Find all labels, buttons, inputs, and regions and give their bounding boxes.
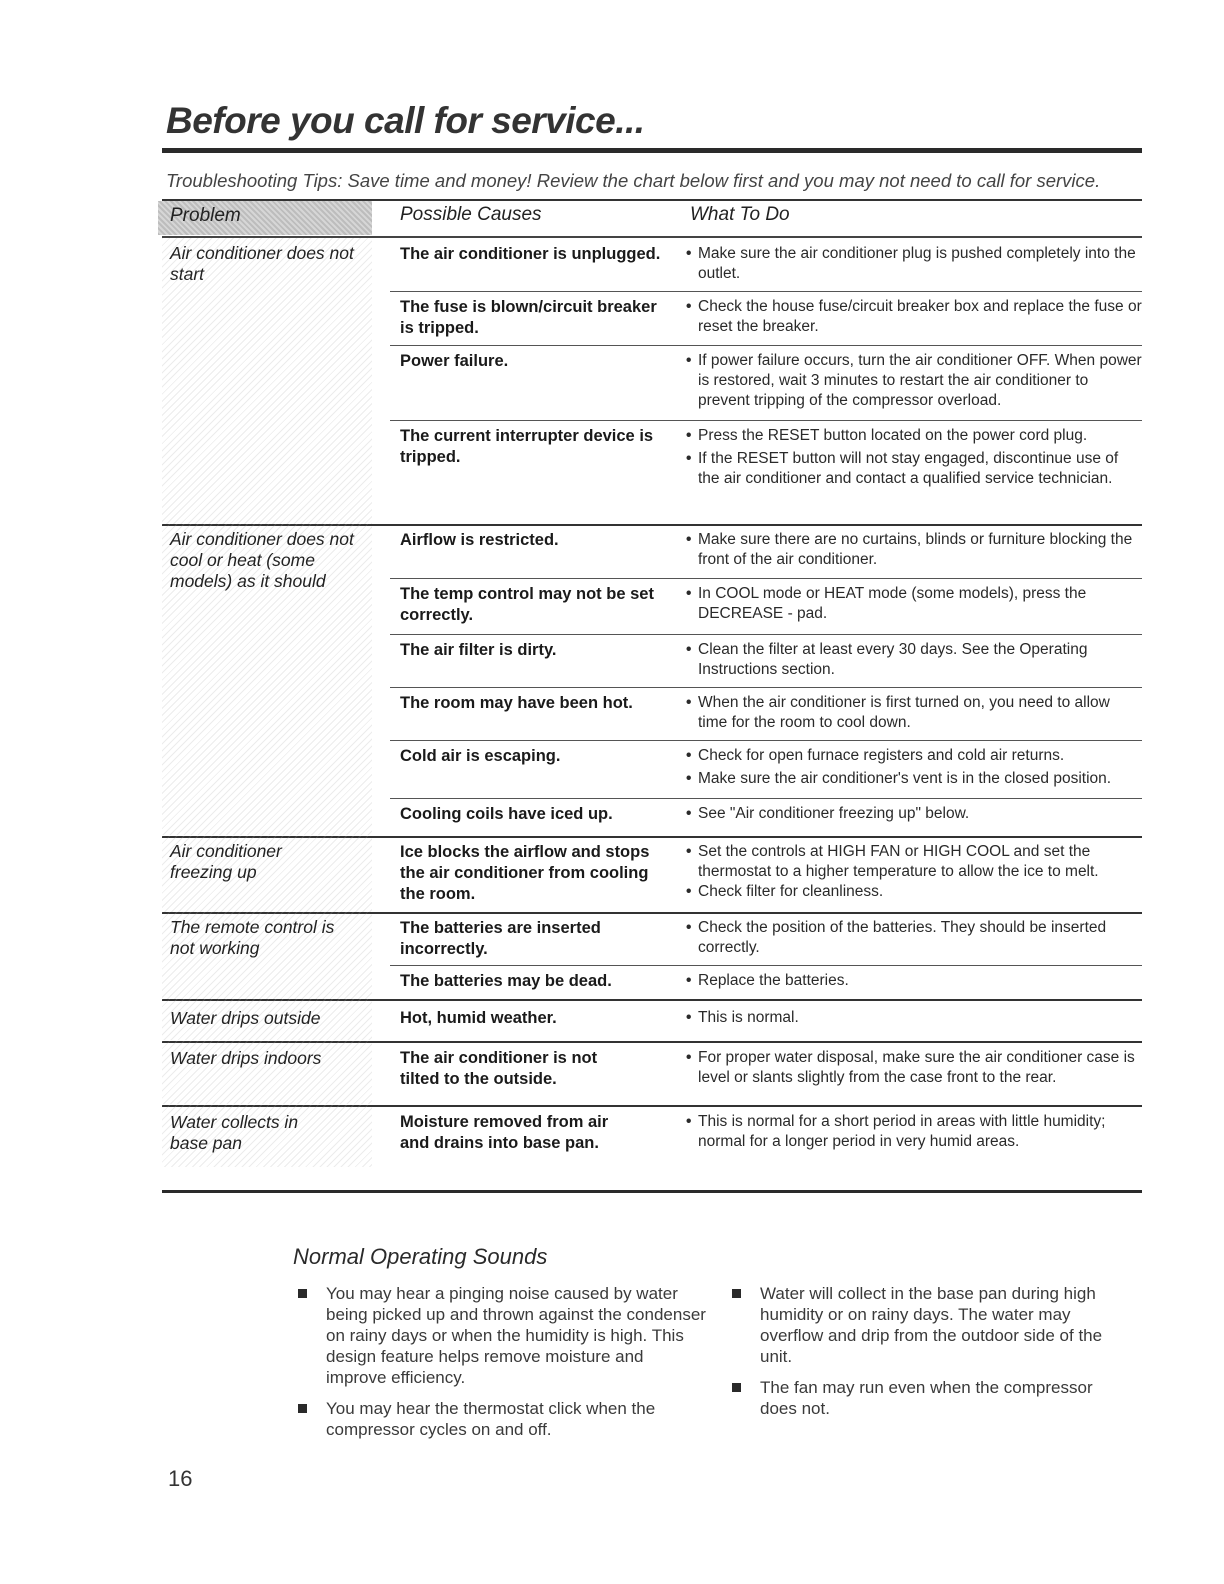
- trouble-group: [162, 524, 1142, 835]
- what-to-do: • Replace the batteries.: [686, 971, 1142, 994]
- cause-text: The batteries may be dead.: [400, 972, 612, 990]
- list-item: You may hear the thermostat click when the compressor cycles on and off.: [296, 1398, 706, 1440]
- what-to-do: • Press the RESET button located on the power cord plug. • If the RESET button will not stay engaged, discontinue use of the air conditioner and contact a qualified service technician.: [686, 426, 1142, 492]
- cause-row: [390, 524, 1142, 578]
- problem-cell: [162, 1105, 372, 1167]
- cause-row: [390, 740, 1142, 798]
- what-to-do: • Check the house fuse/circuit breaker box and replace the fuse or reset the breaker.: [686, 297, 1142, 340]
- trouble-group: [162, 1041, 1142, 1104]
- trouble-group: [162, 999, 1142, 1040]
- page-number: 16: [168, 1466, 193, 1491]
- sounds-right-column: [730, 1283, 1130, 1429]
- header-possible-causes: Possible Causes: [400, 204, 542, 225]
- what-to-do: • For proper water disposal, make sure the air conditioner case is level or slants slightly from the case front to the rear.: [686, 1048, 1142, 1091]
- problem-text: The remote control is not working: [170, 917, 335, 958]
- cause-row: [390, 687, 1142, 740]
- cause-text: The air conditioner is unplugged.: [400, 245, 661, 263]
- problem-cell: [162, 524, 372, 835]
- cause-row: [390, 238, 1142, 291]
- problem-text: Water drips indoors: [170, 1048, 322, 1068]
- what-to-do: • Set the controls at HIGH FAN or HIGH COOL and set the thermostat to a higher temperature to allow the ice to melt. • Check filter for cleanliness.: [686, 842, 1142, 905]
- header-problem: Problem: [158, 201, 372, 235]
- cause-text: The room may have been hot.: [400, 694, 633, 712]
- bullet-square-icon: [298, 1404, 307, 1413]
- troubleshooting-tips: Troubleshooting Tips: Save time and money! Review the chart below first and you may not need to call for service.: [166, 170, 1101, 191]
- what-to-do: • See "Air conditioner freezing up" below.: [686, 804, 1142, 827]
- cause-text: The fuse is blown/circuit breaker is tripped.: [400, 298, 657, 337]
- trouble-group: [162, 836, 1142, 912]
- what-to-do: • This is normal for a short period in areas with little humidity; normal for a longer period in very humid areas.: [686, 1112, 1142, 1155]
- cause-text: Ice blocks the airflow and stops the air conditioner from cooling the room.: [400, 843, 650, 903]
- cause-text: The batteries are inserted incorrectly.: [400, 919, 601, 958]
- what-to-do: • Make sure there are no curtains, blinds or furniture blocking the front of the air conditioner.: [686, 530, 1142, 573]
- what-to-do: • If power failure occurs, turn the air conditioner OFF. When power is restored, wait 3 minutes to restart the air conditioner to prevent tripping of the compressor overload.: [686, 351, 1142, 414]
- what-to-do: • In COOL mode or HEAT mode (some models), press the DECREASE - pad.: [686, 584, 1142, 627]
- what-to-do: • Make sure the air conditioner plug is pushed completely into the outlet.: [686, 244, 1142, 287]
- cause-row: [390, 912, 1142, 965]
- what-to-do: • Clean the filter at least every 30 days. See the Operating Instructions section.: [686, 640, 1142, 683]
- problem-text: Water collects in base pan: [170, 1112, 299, 1153]
- row-divider: [390, 345, 1142, 346]
- cause-text: Cooling coils have iced up.: [400, 805, 613, 823]
- cause-text: The air filter is dirty.: [400, 641, 557, 659]
- cause-text: Power failure.: [400, 352, 509, 370]
- what-to-do: • Check the position of the batteries. They should be inserted correctly.: [686, 918, 1142, 961]
- trouble-group: [162, 1105, 1142, 1167]
- row-divider: [390, 687, 1142, 688]
- cause-text: Airflow is restricted.: [400, 531, 559, 549]
- problem-text: Water drips outside: [170, 1008, 321, 1028]
- cause-row: [390, 291, 1142, 346]
- row-divider: [390, 740, 1142, 741]
- table-bottom-rule: [162, 1190, 1142, 1193]
- row-divider: [390, 291, 1142, 292]
- header-what-to-do: What To Do: [690, 204, 790, 225]
- cause-row: [390, 798, 1142, 835]
- row-divider: [390, 578, 1142, 579]
- page-title: Before you call for service...: [166, 100, 645, 141]
- trouble-group: [162, 238, 1142, 524]
- cause-text: Moisture removed from air and drains into base pan.: [400, 1113, 609, 1152]
- list-item: Water will collect in the base pan during high humidity or on rainy days. The water may overflow and drip from the outdoor side of the unit.: [730, 1283, 1130, 1367]
- problem-cell: [162, 1041, 372, 1104]
- sounds-left-column: [296, 1283, 706, 1450]
- problem-text: Air conditioner does not start: [170, 243, 354, 284]
- cause-text: The temp control may not be set correctly.: [400, 585, 654, 624]
- what-to-do: • When the air conditioner is first turned on, you need to allow time for the room to cool down.: [686, 693, 1142, 736]
- bullet-square-icon: [298, 1289, 307, 1298]
- list-item: You may hear a pinging noise caused by water being picked up and thrown against the condenser on rainy days or when the humidity is high. This design feature helps remove moisture and improve efficiency.: [296, 1283, 706, 1388]
- problem-text: Air conditioner does not cool or heat (some models) as it should: [170, 529, 354, 591]
- row-divider: [390, 634, 1142, 635]
- bullet-square-icon: [732, 1289, 741, 1298]
- problem-cell: [162, 999, 372, 1040]
- sounds-heading: Normal Operating Sounds: [293, 1244, 548, 1269]
- bullet-square-icon: [732, 1383, 741, 1392]
- cause-row: [390, 420, 1142, 524]
- list-item: The fan may run even when the compressor does not.: [730, 1377, 1130, 1419]
- problem-cell: [162, 912, 372, 999]
- problem-cell: [162, 238, 372, 524]
- title-divider: [162, 148, 1142, 153]
- row-divider: [390, 420, 1142, 421]
- cause-row: [390, 1041, 1142, 1104]
- trouble-group: [162, 912, 1142, 999]
- problem-text: Air conditioner freezing up: [170, 841, 282, 882]
- cause-row: [390, 836, 1142, 912]
- row-divider: [390, 798, 1142, 799]
- cause-text: The current interrupter device is tripped.: [400, 427, 654, 466]
- cause-text: Hot, humid weather.: [400, 1009, 557, 1027]
- what-to-do: • Check for open furnace registers and cold air returns. • Make sure the air conditioner's vent is in the closed position.: [686, 746, 1142, 792]
- cause-row: [390, 965, 1142, 999]
- problem-cell: [162, 836, 372, 912]
- cause-row: [390, 345, 1142, 420]
- cause-row: [390, 1105, 1142, 1167]
- cause-row: [390, 634, 1142, 687]
- what-to-do: • This is normal.: [686, 1008, 1142, 1031]
- cause-text: Cold air is escaping.: [400, 747, 561, 765]
- cause-text: The air conditioner is not tilted to the outside.: [400, 1049, 598, 1088]
- cause-row: [390, 578, 1142, 634]
- cause-row: [390, 999, 1142, 1040]
- row-divider: [390, 965, 1142, 966]
